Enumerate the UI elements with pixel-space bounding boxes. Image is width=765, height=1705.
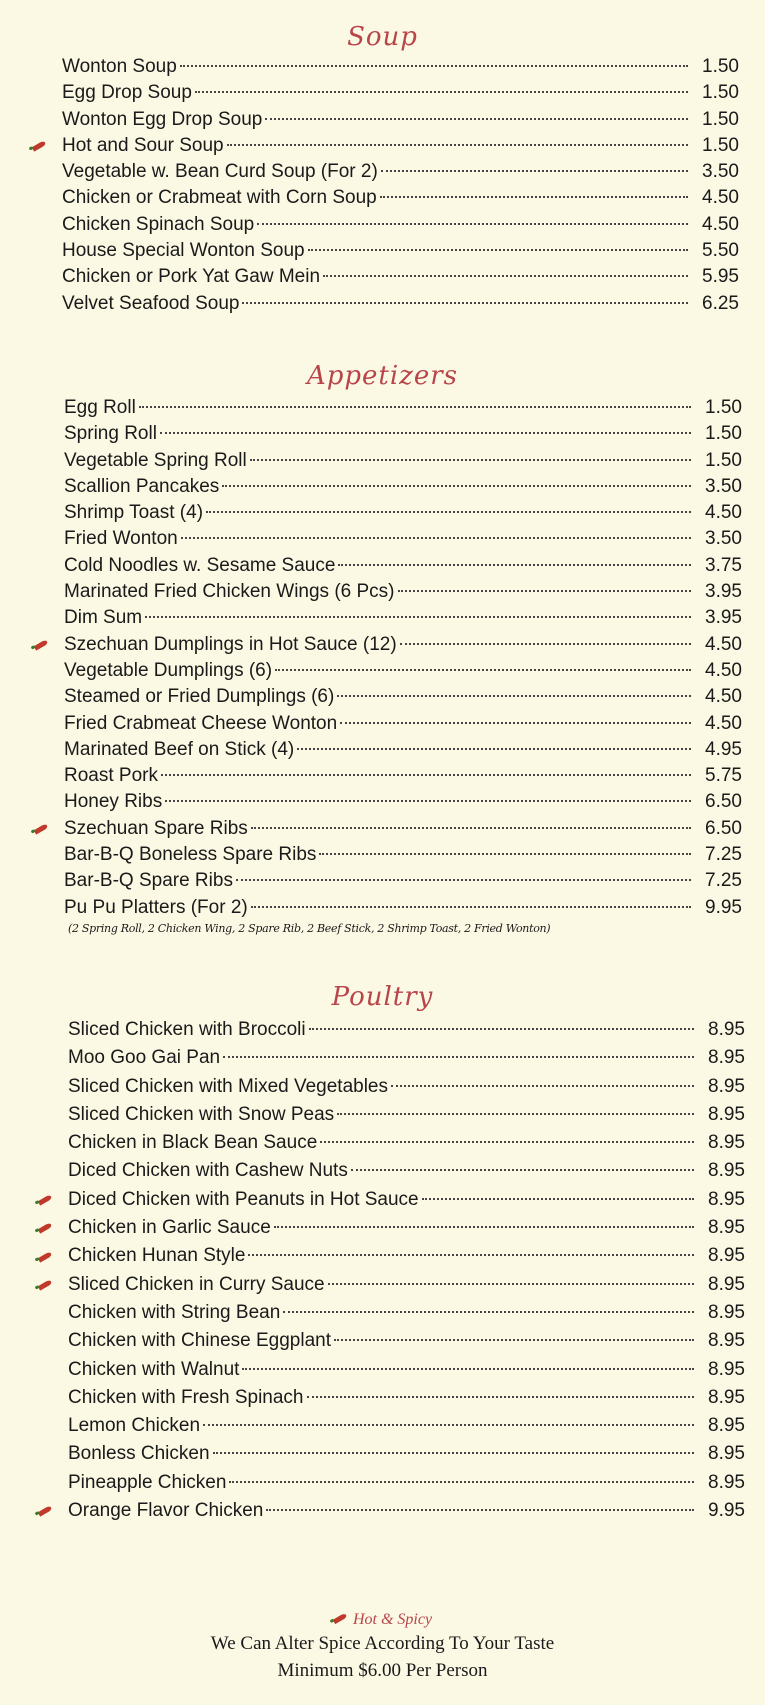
- item-price: 6.50: [705, 791, 742, 813]
- item-name: Chicken Hunan Style: [68, 1245, 246, 1267]
- item-price: 1.50: [702, 134, 739, 156]
- menu-item: [68, 1101, 745, 1129]
- dot-leader: [181, 536, 691, 539]
- item-price: 8.95: [708, 1273, 745, 1295]
- menu-item: [64, 842, 742, 868]
- menu-item: [68, 1016, 745, 1044]
- item-name: Cold Noodles w. Sesame Sauce: [64, 554, 336, 576]
- item-price: 4.50: [705, 659, 742, 681]
- item-price: 7.25: [705, 844, 742, 866]
- item-name: Sliced Chicken with Snow Peas: [68, 1103, 335, 1125]
- menu-item: [64, 395, 742, 421]
- dot-leader: [223, 1055, 694, 1058]
- item-name: Egg Drop Soup: [62, 82, 192, 104]
- item-name: Chicken with Chinese Eggplant: [68, 1330, 331, 1352]
- pepper-icon: [38, 1279, 53, 1290]
- dot-leader: [307, 1395, 695, 1398]
- dot-leader: [236, 878, 691, 881]
- dot-leader: [257, 222, 688, 225]
- dot-leader: [274, 1225, 694, 1228]
- item-name: Chicken or Crabmeat with Corn Soup: [62, 187, 377, 209]
- section-title-poultry: Poultry: [331, 982, 434, 1012]
- item-name: Pineapple Chicken: [68, 1471, 227, 1493]
- appetizers-list: [64, 395, 742, 921]
- item-name: Chicken in Garlic Sauce: [68, 1217, 271, 1239]
- item-price: 8.95: [708, 1132, 745, 1154]
- item-name: Sliced Chicken in Curry Sauce: [68, 1273, 325, 1295]
- menu-item: [64, 816, 742, 842]
- dot-leader: [242, 301, 688, 304]
- item-price: 8.95: [708, 1245, 745, 1267]
- pepper-icon: [333, 1613, 348, 1624]
- item-name: House Special Wonton Soup: [62, 240, 305, 262]
- menu-item: [64, 474, 742, 500]
- item-price: 8.95: [708, 1443, 745, 1465]
- menu-item: [68, 1129, 745, 1157]
- dot-leader: [139, 405, 691, 408]
- menu-item: [64, 421, 742, 447]
- menu-item: [62, 107, 739, 133]
- menu-item: [68, 1044, 745, 1072]
- item-name: Chicken with Fresh Spinach: [68, 1386, 304, 1408]
- item-name: Marinated Beef on Stick (4): [64, 738, 295, 760]
- item-name: Steamed or Fried Dumplings (6): [64, 686, 335, 708]
- dot-leader: [323, 274, 688, 277]
- menu-item: [68, 1384, 745, 1412]
- item-price: 8.95: [708, 1386, 745, 1408]
- item-name: Marinated Fried Chicken Wings (6 Pcs): [64, 581, 395, 603]
- dot-leader: [227, 143, 688, 146]
- item-name: Scallion Pancakes: [64, 475, 220, 497]
- menu-item: [68, 1497, 745, 1525]
- dot-leader: [242, 1367, 694, 1370]
- item-price: 4.50: [705, 633, 742, 655]
- menu-item: [62, 264, 739, 290]
- item-price: 4.50: [702, 187, 739, 209]
- dot-leader: [165, 799, 691, 802]
- item-name: Honey Ribs: [64, 791, 163, 813]
- menu-item: [68, 1327, 745, 1355]
- item-price: 5.50: [702, 240, 739, 262]
- menu-item: [64, 763, 742, 789]
- dot-leader: [206, 510, 691, 513]
- dot-leader: [145, 615, 691, 618]
- menu-item: [68, 1073, 745, 1101]
- minimum-note: Minimum $6.00 Per Person: [277, 1660, 488, 1681]
- menu-item: [64, 605, 742, 631]
- menu-item: [68, 1356, 745, 1384]
- item-name: Fried Wonton: [64, 528, 178, 550]
- menu-item: [64, 553, 742, 579]
- dot-leader: [180, 64, 688, 67]
- dot-leader: [160, 431, 691, 434]
- item-name: Chicken in Black Bean Sauce: [68, 1132, 318, 1154]
- item-price: 7.25: [705, 870, 742, 892]
- item-price: 5.75: [705, 765, 742, 787]
- dot-leader: [380, 195, 688, 198]
- menu-item: [62, 80, 739, 106]
- item-price: 3.50: [702, 161, 739, 183]
- item-price: 8.95: [708, 1047, 745, 1069]
- item-name: Egg Roll: [64, 397, 136, 418]
- item-name: Wonton Soup: [62, 56, 177, 77]
- menu-item: [68, 1440, 745, 1468]
- section-title-soup: Soup: [347, 22, 418, 52]
- menu-item: [64, 579, 742, 605]
- item-price: 6.25: [702, 292, 739, 314]
- item-price: 4.50: [705, 502, 742, 524]
- dot-leader: [398, 589, 692, 592]
- pepper-icon: [34, 639, 49, 650]
- item-price: 6.50: [705, 817, 742, 839]
- pepper-icon: [38, 1506, 53, 1517]
- dot-leader: [338, 563, 691, 566]
- item-price: 8.95: [708, 1075, 745, 1097]
- dot-leader: [337, 694, 691, 697]
- item-name: Diced Chicken with Cashew Nuts: [68, 1160, 348, 1182]
- menu-item: [68, 1214, 745, 1242]
- item-name: Chicken or Pork Yat Gaw Mein: [62, 266, 321, 288]
- spicy-legend-label: Hot & Spicy: [352, 1611, 433, 1628]
- item-price: 9.95: [708, 1500, 745, 1522]
- menu-item: [64, 448, 742, 474]
- item-price: 3.75: [705, 554, 742, 576]
- item-price: 5.95: [702, 266, 739, 288]
- dot-leader: [283, 1310, 694, 1313]
- menu-item: [68, 1412, 745, 1440]
- item-name: Spring Roll: [64, 423, 157, 445]
- dot-leader: [275, 668, 691, 671]
- item-name: Vegetable w. Bean Curd Soup (For 2): [62, 161, 378, 183]
- item-price: 8.95: [708, 1188, 745, 1210]
- item-name: Sliced Chicken with Mixed Vegetables: [68, 1075, 389, 1097]
- item-price: 8.95: [708, 1019, 745, 1040]
- item-name: Vegetable Spring Roll: [64, 449, 247, 471]
- dot-leader: [422, 1197, 694, 1200]
- dot-leader: [328, 1282, 694, 1285]
- item-name: Hot and Sour Soup: [62, 134, 224, 156]
- pepper-icon: [32, 140, 47, 151]
- item-price: 8.95: [708, 1301, 745, 1323]
- item-price: 3.95: [705, 581, 742, 603]
- menu-item: [62, 238, 739, 264]
- item-price: 1.50: [702, 108, 739, 130]
- menu-item: [68, 1271, 745, 1299]
- item-name: Bonless Chicken: [68, 1443, 210, 1465]
- dot-leader: [391, 1084, 694, 1087]
- menu-item: [64, 789, 742, 815]
- item-name: Diced Chicken with Peanuts in Hot Sauce: [68, 1188, 419, 1210]
- menu-item: [64, 500, 742, 526]
- item-price: 3.95: [705, 607, 742, 629]
- menu-item: [64, 526, 742, 552]
- dot-leader: [308, 248, 688, 251]
- dot-leader: [334, 1338, 694, 1341]
- item-price: 4.50: [702, 213, 739, 235]
- dot-leader: [250, 458, 691, 461]
- spice-note: We Can Alter Spice According To Your Taste: [210, 1633, 555, 1654]
- item-price: 8.95: [708, 1160, 745, 1182]
- menu-item: [62, 54, 739, 80]
- menu-item: [64, 684, 742, 710]
- menu-item: [64, 868, 742, 894]
- item-name: Velvet Seafood Soup: [62, 292, 240, 314]
- dot-leader: [195, 90, 688, 93]
- menu-item: [62, 212, 739, 238]
- dot-leader: [213, 1451, 694, 1454]
- dot-leader: [309, 1027, 694, 1030]
- item-name: Szechuan Spare Ribs: [64, 817, 248, 839]
- item-price: 1.50: [702, 56, 739, 77]
- menu-item: [64, 895, 742, 921]
- menu-item: [64, 632, 742, 658]
- item-name: Chicken with String Bean: [68, 1301, 281, 1323]
- item-price: 8.95: [708, 1217, 745, 1239]
- dot-leader: [320, 1140, 694, 1143]
- section-title-appetizers: Appetizers: [306, 361, 459, 391]
- item-name: Wonton Egg Drop Soup: [62, 108, 263, 130]
- dot-leader: [203, 1423, 694, 1426]
- menu-item: [62, 185, 739, 211]
- pepper-icon: [38, 1194, 53, 1205]
- dot-leader: [381, 169, 688, 172]
- item-name: Bar-B-Q Boneless Spare Ribs: [64, 844, 317, 866]
- item-price: 1.50: [705, 423, 742, 445]
- item-name: Chicken Spinach Soup: [62, 213, 255, 235]
- item-price: 3.50: [705, 475, 742, 497]
- dot-leader: [251, 826, 691, 829]
- item-name: Shrimp Toast (4): [64, 502, 204, 524]
- spicy-legend: [0, 1611, 765, 1629]
- item-price: 8.95: [708, 1358, 745, 1380]
- item-name: Fried Crabmeat Cheese Wonton: [64, 712, 338, 734]
- item-price: 8.95: [708, 1103, 745, 1125]
- dot-leader: [265, 117, 688, 120]
- item-price: 1.50: [705, 397, 742, 418]
- item-name: Moo Goo Gai Pan: [68, 1047, 221, 1069]
- item-price: 8.95: [708, 1330, 745, 1352]
- item-price: 9.95: [705, 896, 742, 918]
- poultry-list: [68, 1016, 745, 1525]
- item-name: Roast Pork: [64, 765, 158, 787]
- menu-item: [64, 737, 742, 763]
- soup-list: [62, 54, 739, 317]
- item-name: Szechuan Dumplings in Hot Sauce (12): [64, 633, 397, 655]
- dot-leader: [248, 1253, 694, 1256]
- item-name: Orange Flavor Chicken: [68, 1500, 264, 1522]
- menu-item: [68, 1299, 745, 1327]
- dot-leader: [351, 1168, 694, 1171]
- item-price: 4.95: [705, 738, 742, 760]
- dot-leader: [337, 1112, 694, 1115]
- dot-leader: [340, 721, 691, 724]
- item-name: Pu Pu Platters (For 2): [64, 896, 248, 918]
- menu-item: [62, 133, 739, 159]
- item-name: Lemon Chicken: [68, 1415, 201, 1437]
- item-price: 1.50: [705, 449, 742, 471]
- dot-leader: [229, 1480, 694, 1483]
- menu-item: [64, 711, 742, 737]
- item-name: Vegetable Dumplings (6): [64, 659, 273, 681]
- pepper-icon: [34, 823, 49, 834]
- pu-pu-platter-note: (2 Spring Roll, 2 Chicken Wing, 2 Spare Rib, 2 Beef Stick, 2 Shrimp Toast, 2 Fried Wonton): [68, 922, 551, 935]
- menu-item: [64, 658, 742, 684]
- item-price: 4.50: [705, 686, 742, 708]
- item-price: 8.95: [708, 1415, 745, 1437]
- dot-leader: [161, 773, 691, 776]
- pepper-icon: [38, 1251, 53, 1262]
- item-name: Chicken with Walnut: [68, 1358, 240, 1380]
- dot-leader: [319, 852, 691, 855]
- pepper-icon: [38, 1223, 53, 1234]
- item-price: 3.50: [705, 528, 742, 550]
- menu-item: [68, 1242, 745, 1270]
- item-price: 8.95: [708, 1471, 745, 1493]
- dot-leader: [266, 1508, 694, 1511]
- item-name: Dim Sum: [64, 607, 143, 629]
- dot-leader: [251, 905, 691, 908]
- item-name: Bar-B-Q Spare Ribs: [64, 870, 233, 892]
- menu-item: [68, 1469, 745, 1497]
- menu-item: [62, 159, 739, 185]
- menu-item: [62, 291, 739, 317]
- dot-leader: [297, 747, 691, 750]
- item-price: 1.50: [702, 82, 739, 104]
- menu-item: [68, 1157, 745, 1185]
- menu-item: [68, 1186, 745, 1214]
- dot-leader: [400, 642, 691, 645]
- item-name: Sliced Chicken with Broccoli: [68, 1019, 306, 1040]
- dot-leader: [222, 484, 691, 487]
- item-price: 4.50: [705, 712, 742, 734]
